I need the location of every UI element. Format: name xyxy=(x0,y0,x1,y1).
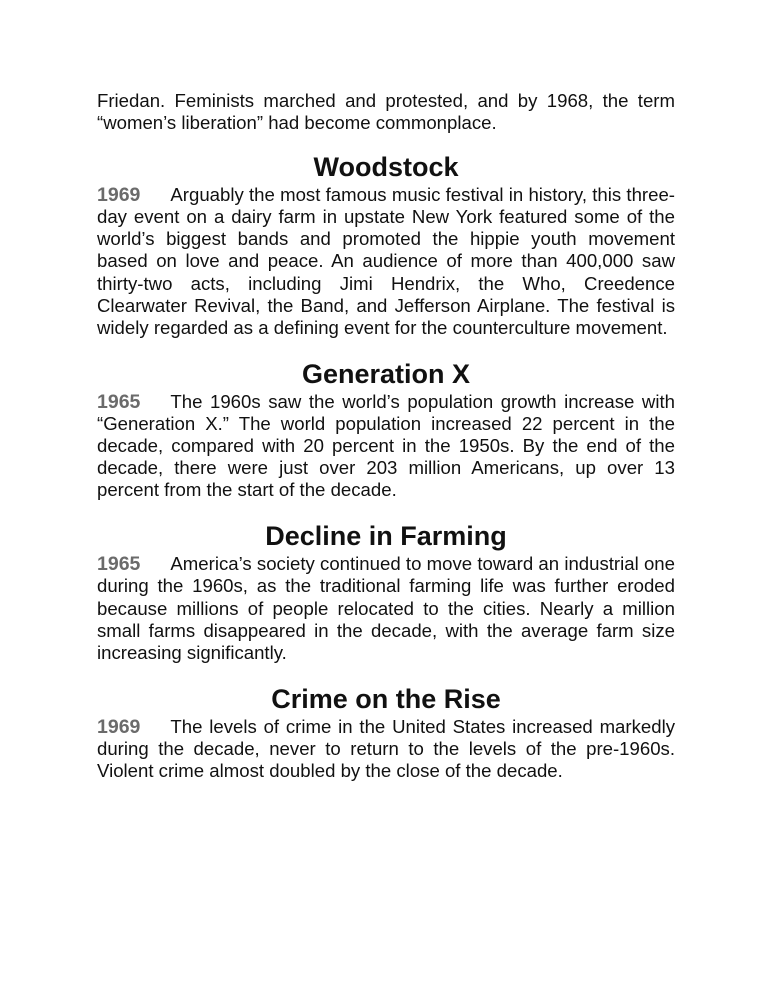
section-decline-in-farming xyxy=(97,519,675,663)
section-title: Decline in Farming xyxy=(265,521,507,552)
intro-paragraph: Friedan. Feminists marched and protested, and by 1968, the term “women’s liberation” had become commonplace. xyxy=(97,90,675,134)
section-paragraph xyxy=(97,391,675,501)
section-generation-x xyxy=(97,357,675,501)
section-woodstock xyxy=(97,150,675,339)
section-text: Arguably the most famous music festival in history, this three-day event on a dairy farm in upstate New York featured some of the world’s biggest bands and promoted the hippie youth movement based on love and peace. An audience of more than 400,000 saw thirty-two acts, including Jimi Hendrix, the Who, Creedence Clearwater Revival, the Band, and Jefferson Airplane. The festival is widely regarded as a defining event for the counterculture movement. xyxy=(97,184,675,338)
section-title: Generation X xyxy=(301,358,471,389)
section-paragraph xyxy=(97,184,675,339)
year-label: 1965 xyxy=(97,553,141,576)
section-title: Woodstock xyxy=(313,152,459,183)
section-paragraph xyxy=(97,716,675,782)
section-crime-on-the-rise xyxy=(97,682,675,782)
year-label: 1965 xyxy=(97,390,141,413)
section-text: The levels of crime in the United States increased markedly during the decade, never to return to the levels of the pre-1960s. Violent crime almost doubled by the close of the decade. xyxy=(97,715,675,781)
document-page xyxy=(97,90,675,800)
section-text: The 1960s saw the world’s population growth increase with “Generation X.” The world population increased 22 percent in the decade, compared with 20 percent in the 1950s. By the end of the decade, there were just over 203 million Americans, up over 13 percent from the start of the decade. xyxy=(97,390,675,501)
year-label: 1969 xyxy=(97,184,141,207)
year-label: 1969 xyxy=(97,715,141,738)
section-paragraph xyxy=(97,553,675,663)
section-title: Crime on the Rise xyxy=(271,683,501,714)
section-text: America’s society continued to move toward an industrial one during the 1960s, as the traditional farming life was further eroded because millions of people relocated to the cities. Nearly a million small farms disappeared in the decade, with the average farm size increasing significantly. xyxy=(97,553,675,663)
